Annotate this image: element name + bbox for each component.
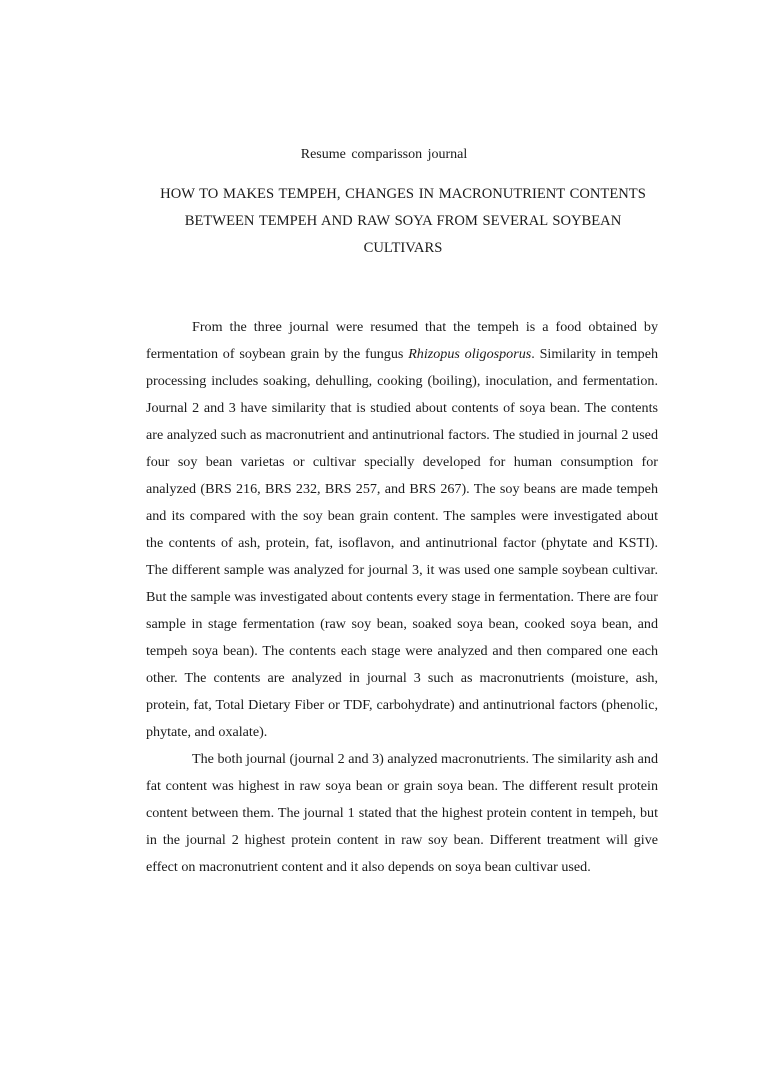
title-line-3: CULTIVARS <box>363 240 443 256</box>
paragraph-1-rest: . Similarity in tempeh processing includes soaking, dehulling, cooking (boiling), inoculation, and fermentation. Journal 2 and 3 have similarity that is studied about contents of soya bean. The contents are analyzed such as macronutrient and antinutrional factors. The studied in journal 2 used four soy bean varietas or cultivar specially developed for human consumption for analyzed (BRS 216, BRS 232, BRS 257, and BRS 267). The soy beans are made tempeh and its compared with the soy bean grain content. The samples were investigated about the contents of ash, protein, fat, isoflavon, and antinutrional factor (phytate and KSTI). The different sample was analyzed for journal 3, it was used one sample soybean cultivar. But the sample was investigated about contents every stage in fermentation. There are four sample in stage fermentation (raw soy bean, soaked soya bean, cooked soya bean, and tempeh soya bean). The contents each stage were analyzed and then compared one each other. The contents are analyzed in journal 3 such as macronutrients (moisture, ash, protein, fat, Total Dietary Fiber or TDF, carbohydrate) and antinutrional factors (phenolic, phytate, and oxalate). <box>146 346 658 740</box>
paragraph-1 <box>146 314 658 746</box>
document-title <box>146 181 660 262</box>
title-line-2: BETWEEN TEMPEH AND RAW SOYA FROM SEVERAL SOYBEAN <box>184 213 622 229</box>
document-subtitle: Resume comparisson journal <box>300 147 468 162</box>
paragraph-2: The both journal (journal 2 and 3) analyzed macronutrients. The similarity ash and fat content was highest in raw soya bean or grain soya bean. The different result protein content between them. The journal 1 stated that the highest protein content in tempeh, but in the journal 2 highest protein content in raw soy bean. Different treatment will give effect on macronutrient content and it also depends on soya bean cultivar used. <box>146 751 658 875</box>
species-name: Rhizopus oligosporus <box>408 346 532 362</box>
title-line-1: HOW TO MAKES TEMPEH, CHANGES IN MACRONUTRIENT CONTENTS <box>160 186 646 202</box>
paragraph-1-intro: From the three journal were resumed that the tempeh is a food obtained by fermentation of soybean grain by the fungus <box>146 319 658 362</box>
document-body <box>146 314 658 881</box>
